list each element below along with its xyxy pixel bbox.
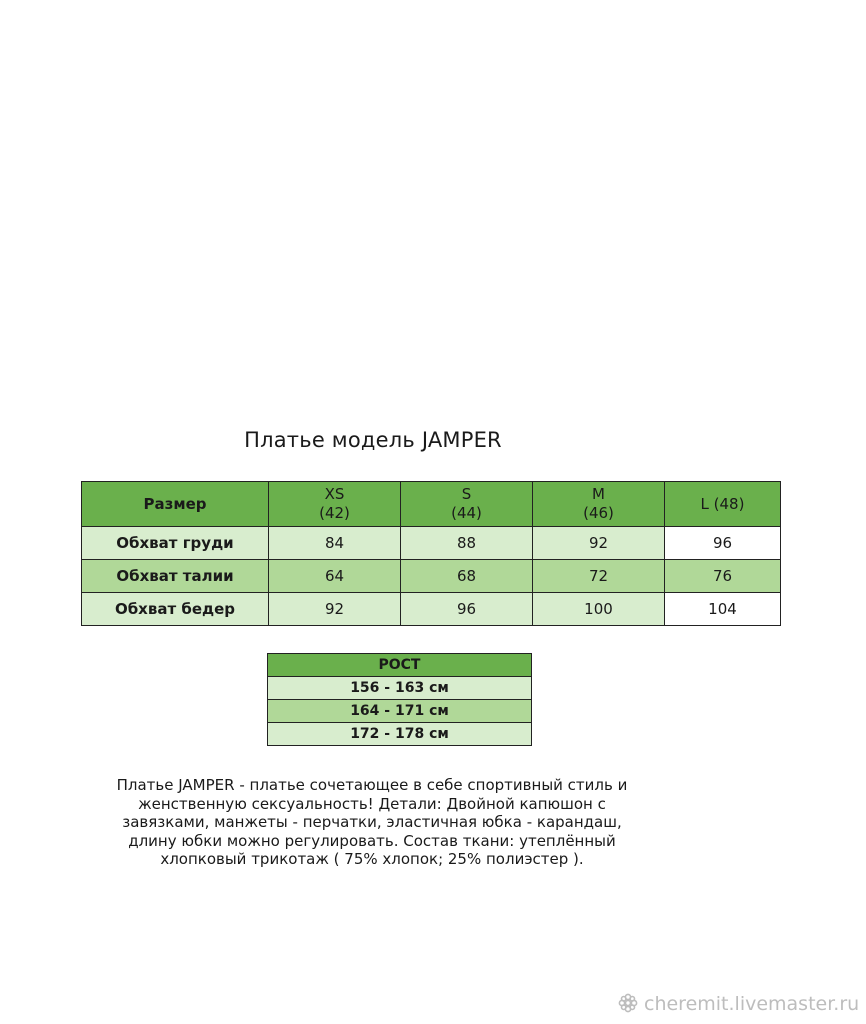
table-cell: 96 [665,527,781,560]
table-cell: 64 [269,560,401,593]
size-name: M [592,485,605,503]
size-name: S [461,485,472,503]
table-row [82,593,781,626]
table-cell: 76 [665,560,781,593]
size-number: (44) [451,504,482,522]
flower-icon [618,993,638,1013]
row-label-hips: Обхват бедер [82,593,269,626]
size-table [81,481,781,626]
height-row: 164 - 171 см [268,700,532,723]
size-header-label: Размер [82,482,269,527]
watermark-text: cheremit.livemaster.ru [644,993,860,1015]
size-name: L (48) [700,494,745,513]
table-cell: 88 [401,527,533,560]
size-header-m [533,482,665,527]
height-row: 172 - 178 см [268,723,532,746]
table-cell: 72 [533,560,665,593]
height-row: 156 - 163 см [268,677,532,700]
product-description [82,776,662,869]
table-row [82,527,781,560]
row-label-waist: Обхват талии [82,560,269,593]
table-cell: 100 [533,593,665,626]
table-cell: 104 [665,593,781,626]
size-header-l [665,482,781,527]
height-table [267,653,532,746]
table-row [82,560,781,593]
table-cell: 92 [269,593,401,626]
table-cell: 84 [269,527,401,560]
row-label-chest: Обхват груди [82,527,269,560]
description-line: завязками, манжеты - перчатки, эластичная юбка - карандаш, [122,813,622,831]
watermark [618,993,859,1015]
description-line: длину юбки можно регулировать. Состав ткани: утеплённый [128,831,616,850]
table-cell: 92 [533,527,665,560]
size-number: (46) [583,504,614,522]
table-cell: 96 [401,593,533,626]
page-title: Платье модель JAMPER [244,428,502,452]
height-header: РОСТ [268,654,532,677]
size-table-header-row [82,482,781,527]
table-cell: 68 [401,560,533,593]
size-name: XS [324,485,345,503]
description-line: женственную сексуальность! Детали: Двойной капюшон с [138,794,606,813]
description-line: хлопковый трикотаж ( 75% хлопок; 25% полиэстер ). [160,850,584,868]
size-header-s [401,482,533,527]
size-header-xs [269,482,401,527]
description-line: Платье JAMPER - платье сочетающее в себе спортивный стиль и [116,776,628,794]
size-number: (42) [319,504,350,522]
